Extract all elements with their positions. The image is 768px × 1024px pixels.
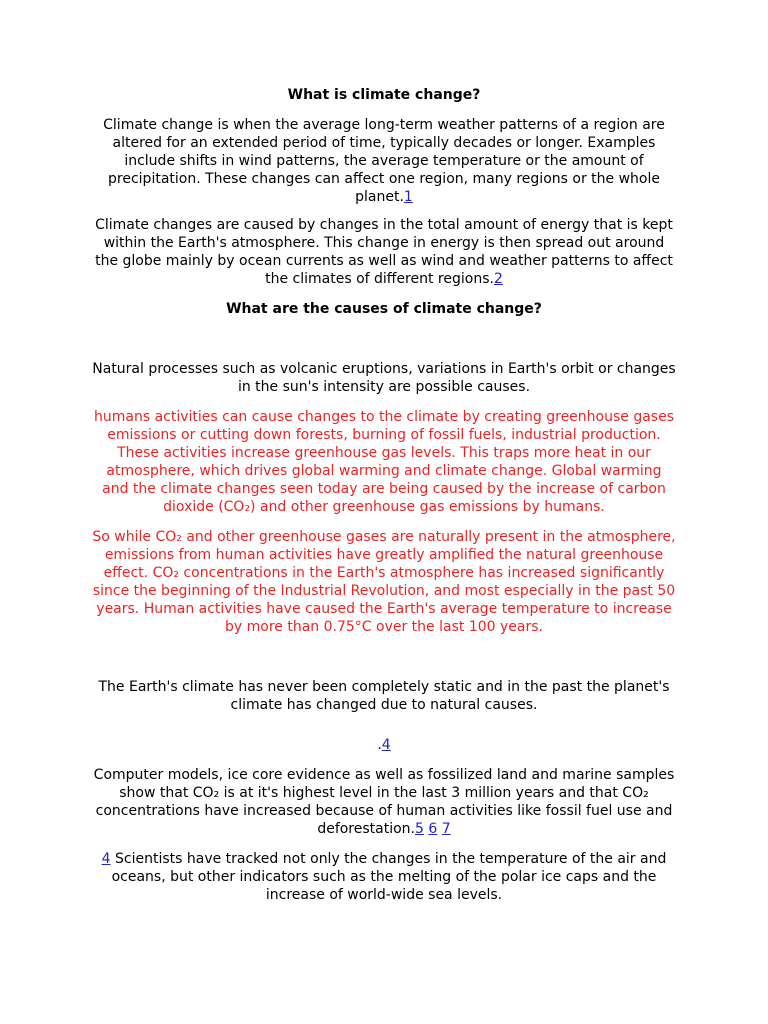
paragraph-definition — [92, 116, 676, 206]
footnote-link-7[interactable]: 7 — [441, 821, 451, 837]
paragraph-ref-4 — [92, 736, 676, 754]
paragraph-natural-causes: The Earth's climate has never been completely static and in the past the planet's climate has changed due to natural causes. — [98, 679, 670, 713]
paragraph-text: Scientists have tracked not only the changes in the temperature of the air and oceans, but other indicators such as the melting of the polar ice caps and the increase of world-wide sea levels. — [110, 851, 667, 903]
paragraph-computer-models — [92, 766, 676, 838]
footnote-link-2[interactable]: 2 — [493, 271, 503, 287]
paragraph-text: Climate change is when the average long-term weather patterns of a region are altered for an extended period of time, typically decades or longer. Examples include shifts in wind patterns, the average temperature or the amount of precipitation. These changes can affect one region, many regions or the whole planet. — [103, 117, 665, 205]
footnote-link-6[interactable]: 6 — [428, 821, 438, 837]
heading-what-is-climate-change: What is climate change? — [287, 87, 481, 103]
paragraph-text: Climate changes are caused by changes in the total amount of energy that is kept within the Earth's atmosphere. This change in energy is then spread out around the globe mainly by ocean currents as well as wind and weather patterns to affect the climates of different regions. — [95, 217, 673, 287]
heading-causes: What are the causes of climate change? — [226, 301, 542, 317]
footnote-link-5[interactable]: 5 — [415, 821, 424, 837]
paragraph-co2-emissions: So while CO₂ and other greenhouse gases are naturally present in the atmosphere, emissions from human activities have greatly amplified the natural greenhouse effect. CO₂ concentrations in the Earth's atmosphere has increased significantly since the beginning of the Industrial Revolution, and most especially in the past 50 years. Human activities have caused the Earth's average temperature to increase by more than 0.75°C over the last 100 years. — [92, 529, 676, 635]
footnote-link-1[interactable]: 1 — [403, 189, 413, 205]
paragraph-scientists — [92, 850, 676, 904]
footnote-link-4[interactable]: 4 — [381, 737, 391, 753]
paragraph-human-activities: humans activities can cause changes to the climate by creating greenhouse gases emissions or cutting down forests, burning of fossil fuels, industrial production. These activities increase greenhouse gas levels. This traps more heat in our atmosphere, which drives global warming and climate change. Global warming and the climate changes seen today are being caused by the increase of carbon dioxide (CO₂) and other greenhouse gas emissions by humans. — [93, 409, 674, 515]
period-text: . — [377, 737, 382, 753]
paragraph-energy — [92, 216, 676, 288]
paragraph-text: Computer models, ice core evidence as well as fossilized land and marine samples show that CO₂ is at it's highest level in the last 3 million years and that CO₂ concentrations have increased because of human activities like fossil fuel use and deforestation. — [93, 767, 675, 837]
document-page — [92, 86, 676, 904]
footnote-link-4b[interactable]: 4 — [101, 851, 111, 867]
paragraph-natural-processes: Natural processes such as volcanic eruptions, variations in Earth's orbit or changes in the sun's intensity are possible causes. — [92, 361, 676, 395]
